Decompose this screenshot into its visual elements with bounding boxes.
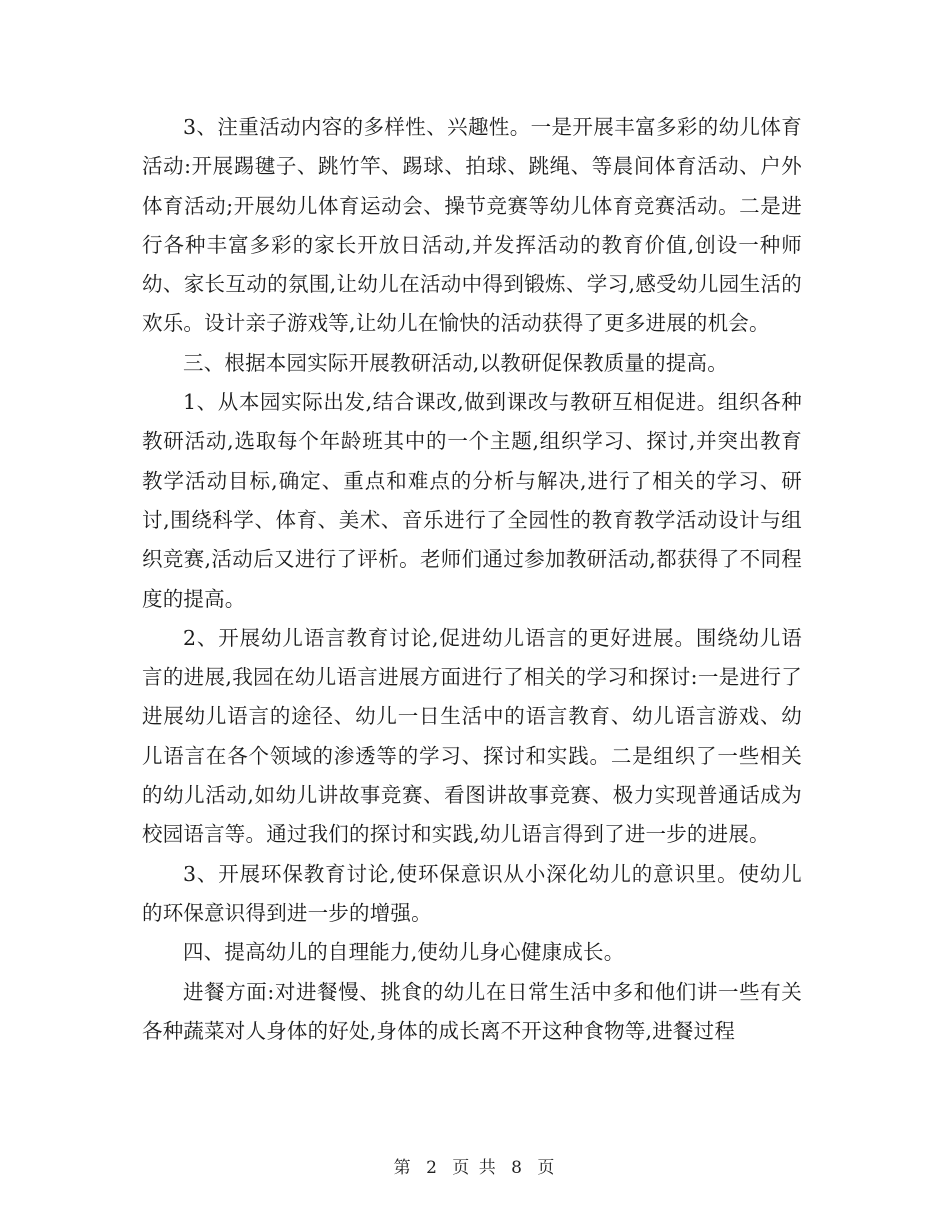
paragraph-curriculum-reform: 1、从本园实际出发,结合课改,做到课改与教研互相促进。组织各种教研活动,选取每个年龄班其中的一个主题,组织学习、探讨,并突出教育教学活动目标,确定、重点和难点的分析与解决,进行了相关的学习、研讨,围绕科学、体育、美术、音乐进行了全园性的教育教学活动设计与组织竞赛,活动后又进行了评析。老师们通过参加教研活动,都获得了不同程度的提高。: [142, 390, 802, 611]
heading-teaching-research: 三、根据本园实际开展教研活动,以教研促保教质量的提高。: [183, 350, 728, 375]
page-footer: [0, 1153, 950, 1178]
paragraph-activity-diversity: 3、注重活动内容的多样性、兴趣性。一是开展丰富多彩的幼儿体育活动:开展踢毽子、跳竹竿、踢球、拍球、跳绳、等晨间体育活动、户外体育活动;开展幼儿体育运动会、操节竞赛等幼儿体育竞赛活动。二是进行各种丰富多彩的家长开放日活动,并发挥活动的教育价值,创设一种师幼、家长互动的氛围,让幼儿在活动中得到锻炼、学习,感受幼儿园生活的欢乐。设计亲子游戏等,让幼儿在愉快的活动获得了更多进展的机会。: [142, 115, 802, 336]
document-body: [142, 108, 802, 1051]
paragraph-environmental-education: 3、开展环保教育讨论,使环保意识从小深化幼儿的意识里。使幼儿的环保意识得到进一步的增强。: [142, 861, 802, 925]
paragraph-dining: 进餐方面:对进餐慢、挑食的幼儿在日常生活中多和他们讲一些有关各种蔬菜对人身体的好处,身体的成长离不开这种食物等,进餐过程: [142, 979, 802, 1043]
paragraph-language-education: 2、开展幼儿语言教育讨论,促进幼儿语言的更好进展。围绕幼儿语言的进展,我园在幼儿语言进展方面进行了相关的学习和探讨:一是进行了进展幼儿语言的途径、幼儿一日生活中的语言教育、幼儿语言游戏、幼儿语言在各个领域的渗透等的学习、探讨和实践。二是组织了一些相关的幼儿活动,如幼儿讲故事竞赛、看图讲故事竞赛、极力实现普通话成为校园语言等。通过我们的探讨和实践,幼儿语言得到了进一步的进展。: [142, 625, 802, 847]
footer-suffix: 页: [537, 1158, 557, 1178]
total-page-number: 8: [511, 1158, 524, 1178]
footer-prefix: 第: [393, 1158, 413, 1178]
heading-self-care-ability: 四、提高幼儿的自理能力,使幼儿身心健康成长。: [183, 940, 625, 965]
current-page-number: 2: [426, 1158, 439, 1178]
footer-middle: 页 共: [452, 1158, 498, 1178]
